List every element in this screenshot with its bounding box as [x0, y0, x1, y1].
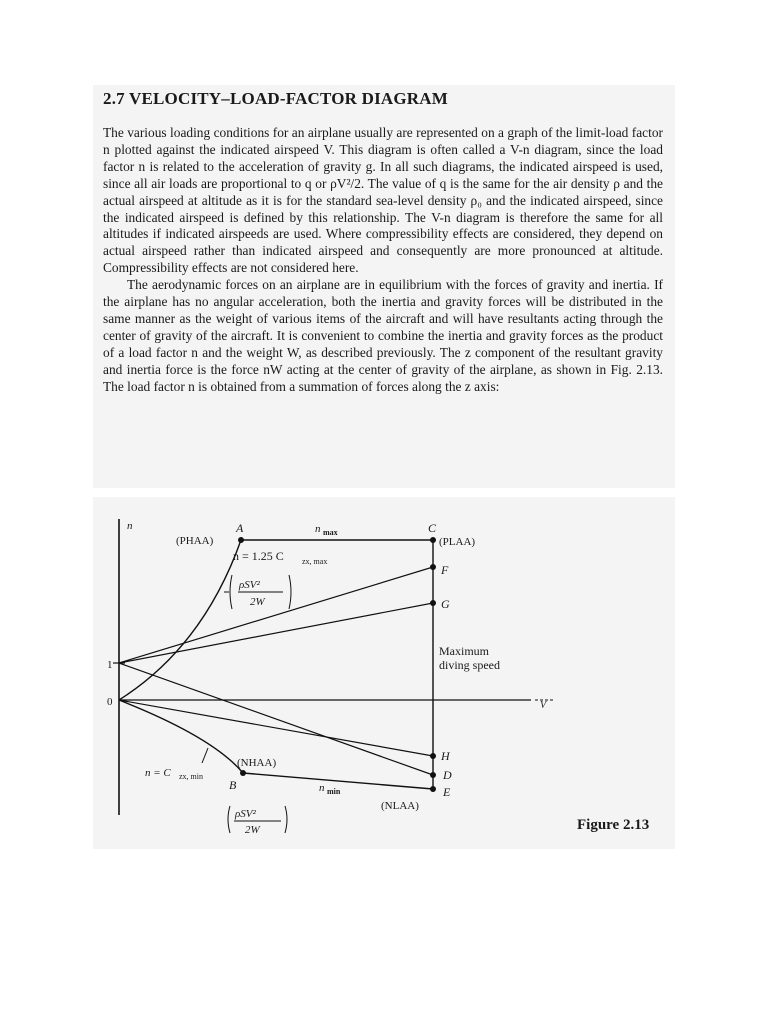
upper-fraction-right-paren	[289, 575, 291, 609]
upper-curve-subscript: zx, max	[302, 557, 328, 566]
v-axis-label: V	[540, 700, 547, 711]
gust-line-h	[119, 700, 433, 756]
point-f-label: F	[441, 563, 449, 577]
point-a-dot	[238, 537, 244, 543]
point-e-label: E	[443, 785, 451, 799]
body-text	[103, 125, 663, 396]
gust-line-g	[119, 603, 433, 663]
tick-1-label: 1	[107, 659, 113, 671]
positive-stall-curve	[119, 540, 241, 700]
nhaa-label: (NHAA)	[237, 757, 277, 769]
phaa-label: (PHAA)	[176, 535, 214, 547]
tick-0-label: 0	[107, 696, 113, 708]
figure-caption: Figure 2.13	[577, 817, 650, 833]
lower-curve-leader	[202, 748, 208, 763]
upper-curve-equation: n = 1.25 C	[233, 549, 284, 563]
point-h-dot	[430, 753, 436, 759]
upper-fraction-numerator: ρSV²	[239, 579, 260, 591]
paragraph-2: The aerodynamic forces on an airplane are in equilibrium with the forces of gravity and inertia. If the airplane has no angular acceleration, both the inertia and gravity forces will be distributed in the same manner as the weight of various items of the aircraft and will have resultants acting through the center of gravity of the aircraft. It is convenient to combine the inertia and gravity forces as the product of a load factor n and the weight W, as described previously. The z component of the resultant gravity and inertia force is the force nW acting at the center of gravity of the airplane, as shown in Fig. 2.13. The load factor n is obtained from a summation of forces along the z axis:	[103, 277, 663, 394]
n-min-subscript: min	[327, 787, 341, 796]
vn-diagram	[93, 497, 675, 849]
upper-fraction-denominator: 2W	[250, 596, 265, 608]
point-a-label: A	[236, 521, 244, 535]
point-b-dot	[240, 770, 246, 776]
point-h-label: H	[441, 749, 450, 763]
max-dive-label-line1: Maximum	[439, 644, 489, 658]
plaa-label: (PLAA)	[439, 536, 476, 548]
n-min-label: n	[319, 782, 325, 794]
lower-curve-equation: n = C	[145, 767, 171, 779]
point-b-label: B	[229, 778, 237, 792]
point-f-dot	[430, 564, 436, 570]
point-g-label: G	[441, 597, 450, 611]
point-c-dot	[430, 537, 436, 543]
section-heading: 2.7 VELOCITY–LOAD-FACTOR DIAGRAM	[103, 89, 449, 108]
lower-curve-subscript: zx, min	[179, 772, 203, 781]
lower-fraction-left-paren	[228, 806, 230, 833]
nlaa-label: (NLAA)	[381, 800, 419, 812]
point-d-label: D	[443, 768, 452, 782]
lower-fraction-right-paren	[285, 806, 287, 833]
n-max-subscript: max	[323, 528, 338, 537]
upper-fraction-left-paren	[230, 575, 232, 609]
text-section	[93, 85, 675, 488]
vn-diagram-figure	[93, 497, 675, 849]
n-max-label: n	[315, 523, 321, 535]
gust-line-f	[119, 567, 433, 663]
point-g-dot	[430, 600, 436, 606]
lower-fraction-denominator: 2W	[245, 824, 260, 836]
point-c-label: C	[428, 521, 437, 535]
paragraph-1: The various loading conditions for an airplane usually are represented on a graph of the limit-load factor n plotted against the indicated airspeed V. This diagram is often called a V-n diagram, since the load factor n is related to the acceleration of gravity g. In all such diagrams, the indicated airspeed is used, since all air loads are proportional to q or ρV²/2. The value of q is the same for the air density ρ and the actual airspeed at altitude as it is for the standard sea-level density ρ₀ and the indicated airspeed, since the indicated airspeed is defined by this relationship. The V-n diagram is therefore the same for all altitudes if indicated airspeeds are used. Where compressibility effects are considered, they depend on actual airspeed rather than indicated airspeed and consequently are more pronounced at altitude. Compressibility effects are not considered here.	[103, 125, 663, 276]
point-e-dot	[430, 786, 436, 792]
point-d-dot	[430, 772, 436, 778]
lower-fraction-numerator: ρSV²	[235, 808, 256, 820]
n-axis-label: n	[127, 520, 133, 532]
max-dive-label-line2: diving speed	[439, 658, 500, 672]
